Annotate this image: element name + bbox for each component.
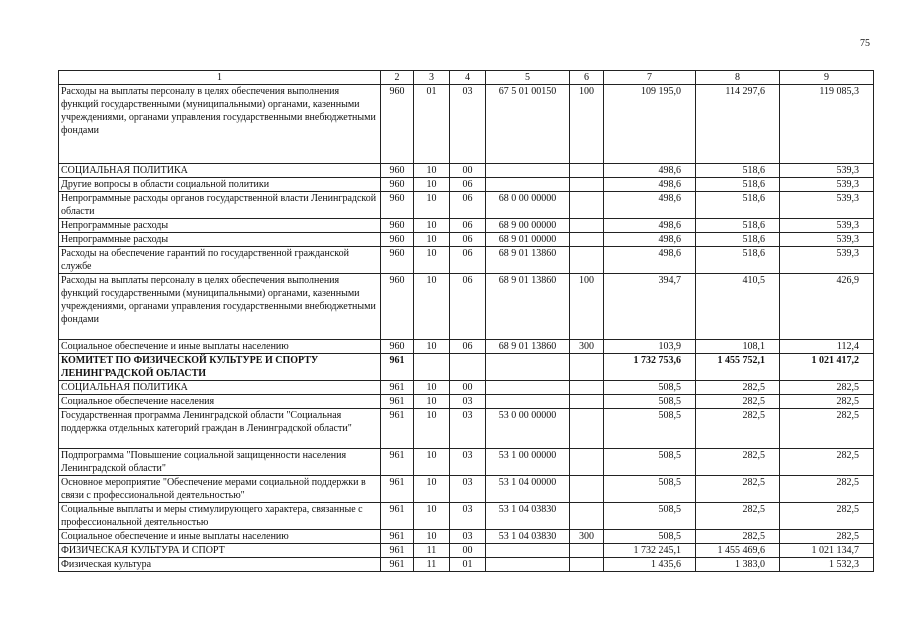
column-header: 4 — [450, 71, 486, 85]
code-cell: 961 — [381, 544, 414, 558]
code-cell: 960 — [381, 233, 414, 247]
expense-type-cell: 300 — [570, 340, 604, 354]
amount-cell: 539,3 — [780, 233, 874, 247]
subsection-cell: 01 — [450, 558, 486, 572]
table-row — [59, 274, 874, 340]
expense-type-cell — [570, 395, 604, 409]
amount-cell: 410,5 — [696, 274, 780, 340]
amount-cell: 508,5 — [604, 530, 696, 544]
table-row — [59, 354, 874, 381]
amount-cell: 508,5 — [604, 381, 696, 395]
amount-cell: 1 732 245,1 — [604, 544, 696, 558]
section-cell: 10 — [414, 476, 450, 503]
amount-cell: 539,3 — [780, 219, 874, 233]
section-cell: 10 — [414, 340, 450, 354]
section-cell: 10 — [414, 219, 450, 233]
section-cell: 10 — [414, 274, 450, 340]
section-cell: 10 — [414, 503, 450, 530]
subsection-cell: 03 — [450, 85, 486, 164]
subsection-cell — [450, 354, 486, 381]
code-cell: 961 — [381, 503, 414, 530]
target-item-cell: 68 9 01 13860 — [486, 274, 570, 340]
target-item-cell: 53 1 04 03830 — [486, 503, 570, 530]
row-name-cell: Расходы на обеспечение гарантий по государственной гражданской службе — [59, 247, 381, 274]
amount-cell: 498,6 — [604, 192, 696, 219]
table-row — [59, 381, 874, 395]
target-item-cell — [486, 164, 570, 178]
subsection-cell: 00 — [450, 544, 486, 558]
table-row — [59, 476, 874, 503]
expense-type-cell — [570, 192, 604, 219]
table-row — [59, 395, 874, 409]
column-header: 3 — [414, 71, 450, 85]
table-row — [59, 178, 874, 192]
amount-cell: 282,5 — [780, 530, 874, 544]
subsection-cell: 06 — [450, 178, 486, 192]
table-row — [59, 247, 874, 274]
subsection-cell: 06 — [450, 233, 486, 247]
row-name-cell: Непрограммные расходы — [59, 219, 381, 233]
amount-cell: 282,5 — [696, 381, 780, 395]
expense-type-cell: 300 — [570, 530, 604, 544]
target-item-cell: 53 1 00 00000 — [486, 449, 570, 476]
page-number: 75 — [860, 38, 870, 49]
code-cell: 961 — [381, 476, 414, 503]
row-name-cell: СОЦИАЛЬНАЯ ПОЛИТИКА — [59, 381, 381, 395]
code-cell: 961 — [381, 409, 414, 449]
section-cell: 10 — [414, 233, 450, 247]
row-name-cell: Расходы на выплаты персоналу в целях обеспечения выполнения функций государственными (муниципальными) органами, казенными учреждениями, органами управления государственными внебюджетными фондами — [59, 85, 381, 164]
column-number-row — [59, 71, 874, 85]
amount-cell: 394,7 — [604, 274, 696, 340]
amount-cell: 282,5 — [696, 503, 780, 530]
amount-cell: 498,6 — [604, 219, 696, 233]
amount-cell: 1 021 134,7 — [780, 544, 874, 558]
subsection-cell: 06 — [450, 192, 486, 219]
column-header: 7 — [604, 71, 696, 85]
code-cell: 961 — [381, 395, 414, 409]
amount-cell: 282,5 — [780, 395, 874, 409]
amount-cell: 1 732 753,6 — [604, 354, 696, 381]
column-header: 6 — [570, 71, 604, 85]
subsection-cell: 06 — [450, 247, 486, 274]
target-item-cell: 68 9 01 00000 — [486, 233, 570, 247]
code-cell: 960 — [381, 219, 414, 233]
amount-cell: 426,9 — [780, 274, 874, 340]
subsection-cell: 00 — [450, 381, 486, 395]
amount-cell: 508,5 — [604, 395, 696, 409]
row-name-cell: СОЦИАЛЬНАЯ ПОЛИТИКА — [59, 164, 381, 178]
amount-cell: 108,1 — [696, 340, 780, 354]
amount-cell: 1 383,0 — [696, 558, 780, 572]
amount-cell: 282,5 — [780, 381, 874, 395]
amount-cell: 109 195,0 — [604, 85, 696, 164]
section-cell: 10 — [414, 530, 450, 544]
amount-cell: 518,6 — [696, 219, 780, 233]
target-item-cell — [486, 544, 570, 558]
amount-cell: 498,6 — [604, 247, 696, 274]
subsection-cell: 03 — [450, 409, 486, 449]
table-row — [59, 219, 874, 233]
target-item-cell: 53 0 00 00000 — [486, 409, 570, 449]
subsection-cell: 00 — [450, 164, 486, 178]
table-row — [59, 85, 874, 164]
amount-cell: 282,5 — [696, 409, 780, 449]
section-cell: 10 — [414, 381, 450, 395]
section-cell: 11 — [414, 558, 450, 572]
amount-cell: 539,3 — [780, 164, 874, 178]
table-row — [59, 530, 874, 544]
subsection-cell: 03 — [450, 530, 486, 544]
row-name-cell: Государственная программа Ленинградской области "Социальная поддержка отдельных категорий граждан в Ленинградской области" — [59, 409, 381, 449]
amount-cell: 518,6 — [696, 233, 780, 247]
row-name-cell: Физическая культура — [59, 558, 381, 572]
expense-type-cell — [570, 409, 604, 449]
amount-cell: 282,5 — [696, 530, 780, 544]
amount-cell: 114 297,6 — [696, 85, 780, 164]
subsection-cell: 06 — [450, 274, 486, 340]
amount-cell: 1 455 752,1 — [696, 354, 780, 381]
amount-cell: 498,6 — [604, 178, 696, 192]
row-name-cell: ФИЗИЧЕСКАЯ КУЛЬТУРА И СПОРТ — [59, 544, 381, 558]
row-name-cell: Непрограммные расходы органов государственной власти Ленинградской области — [59, 192, 381, 219]
row-name-cell: Основное мероприятие "Обеспечение мерами социальной поддержки в связи с профессиональной деятельностью" — [59, 476, 381, 503]
amount-cell: 1 455 469,6 — [696, 544, 780, 558]
expense-type-cell — [570, 381, 604, 395]
subsection-cell: 06 — [450, 219, 486, 233]
row-name-cell: Социальное обеспечение населения — [59, 395, 381, 409]
row-name-cell: КОМИТЕТ ПО ФИЗИЧЕСКОЙ КУЛЬТУРЕ И СПОРТУ ЛЕНИНГРАДСКОЙ ОБЛАСТИ — [59, 354, 381, 381]
column-header: 9 — [780, 71, 874, 85]
subsection-cell: 03 — [450, 476, 486, 503]
expense-type-cell — [570, 558, 604, 572]
target-item-cell: 68 9 01 13860 — [486, 247, 570, 274]
row-name-cell: Социальное обеспечение и иные выплаты населению — [59, 340, 381, 354]
table-row — [59, 233, 874, 247]
expense-type-cell — [570, 178, 604, 192]
target-item-cell — [486, 558, 570, 572]
code-cell: 960 — [381, 85, 414, 164]
expense-type-cell — [570, 164, 604, 178]
section-cell: 11 — [414, 544, 450, 558]
subsection-cell: 03 — [450, 395, 486, 409]
target-item-cell — [486, 354, 570, 381]
target-item-cell — [486, 395, 570, 409]
amount-cell: 539,3 — [780, 178, 874, 192]
row-name-cell: Расходы на выплаты персоналу в целях обеспечения выполнения функций государственными (муниципальными) органами, казенными учреждениями, органами управления государственными внебюджетными фондами — [59, 274, 381, 340]
target-item-cell: 68 9 00 00000 — [486, 219, 570, 233]
table-row — [59, 192, 874, 219]
row-name-cell: Социальные выплаты и меры стимулирующего характера, связанные с профессиональной деятельностью — [59, 503, 381, 530]
amount-cell: 518,6 — [696, 247, 780, 274]
column-header: 5 — [486, 71, 570, 85]
expense-type-cell — [570, 354, 604, 381]
code-cell: 960 — [381, 192, 414, 219]
table-row — [59, 449, 874, 476]
target-item-cell — [486, 178, 570, 192]
expense-type-cell — [570, 503, 604, 530]
budget-table — [58, 70, 874, 572]
row-name-cell: Непрограммные расходы — [59, 233, 381, 247]
section-cell: 10 — [414, 192, 450, 219]
expense-type-cell — [570, 476, 604, 503]
target-item-cell: 53 1 04 00000 — [486, 476, 570, 503]
column-header: 8 — [696, 71, 780, 85]
code-cell: 961 — [381, 530, 414, 544]
code-cell: 960 — [381, 247, 414, 274]
expense-type-cell — [570, 247, 604, 274]
amount-cell: 498,6 — [604, 233, 696, 247]
amount-cell: 508,5 — [604, 409, 696, 449]
expense-type-cell: 100 — [570, 274, 604, 340]
expense-type-cell — [570, 544, 604, 558]
code-cell: 960 — [381, 274, 414, 340]
amount-cell: 1 021 417,2 — [780, 354, 874, 381]
code-cell: 960 — [381, 164, 414, 178]
subsection-cell: 03 — [450, 449, 486, 476]
amount-cell: 282,5 — [780, 409, 874, 449]
amount-cell: 518,6 — [696, 178, 780, 192]
amount-cell: 282,5 — [780, 503, 874, 530]
subsection-cell: 06 — [450, 340, 486, 354]
amount-cell: 518,6 — [696, 192, 780, 219]
code-cell: 961 — [381, 558, 414, 572]
section-cell: 10 — [414, 409, 450, 449]
amount-cell: 498,6 — [604, 164, 696, 178]
amount-cell: 508,5 — [604, 449, 696, 476]
table-row — [59, 164, 874, 178]
amount-cell: 119 085,3 — [780, 85, 874, 164]
section-cell: 10 — [414, 395, 450, 409]
section-cell: 01 — [414, 85, 450, 164]
table-row — [59, 544, 874, 558]
amount-cell: 1 435,6 — [604, 558, 696, 572]
expense-type-cell — [570, 233, 604, 247]
row-name-cell: Социальное обеспечение и иные выплаты населению — [59, 530, 381, 544]
table-row — [59, 503, 874, 530]
target-item-cell: 53 1 04 03830 — [486, 530, 570, 544]
row-name-cell: Другие вопросы в области социальной политики — [59, 178, 381, 192]
section-cell: 10 — [414, 449, 450, 476]
column-header: 2 — [381, 71, 414, 85]
amount-cell: 282,5 — [696, 449, 780, 476]
amount-cell: 103,9 — [604, 340, 696, 354]
expense-type-cell — [570, 219, 604, 233]
target-item-cell: 68 9 01 13860 — [486, 340, 570, 354]
column-header: 1 — [59, 71, 381, 85]
expense-type-cell: 100 — [570, 85, 604, 164]
row-name-cell: Подпрограмма "Повышение социальной защищенности населения Ленинградской области" — [59, 449, 381, 476]
target-item-cell: 68 0 00 00000 — [486, 192, 570, 219]
amount-cell: 282,5 — [780, 476, 874, 503]
section-cell: 10 — [414, 178, 450, 192]
section-cell — [414, 354, 450, 381]
amount-cell: 539,3 — [780, 247, 874, 274]
section-cell: 10 — [414, 164, 450, 178]
code-cell: 961 — [381, 381, 414, 395]
amount-cell: 112,4 — [780, 340, 874, 354]
amount-cell: 518,6 — [696, 164, 780, 178]
section-cell: 10 — [414, 247, 450, 274]
code-cell: 961 — [381, 354, 414, 381]
code-cell: 960 — [381, 178, 414, 192]
target-item-cell: 67 5 01 00150 — [486, 85, 570, 164]
table-row — [59, 558, 874, 572]
expense-type-cell — [570, 449, 604, 476]
amount-cell: 539,3 — [780, 192, 874, 219]
amount-cell: 282,5 — [780, 449, 874, 476]
amount-cell: 1 532,3 — [780, 558, 874, 572]
amount-cell: 282,5 — [696, 395, 780, 409]
subsection-cell: 03 — [450, 503, 486, 530]
table-body — [59, 71, 874, 572]
code-cell: 961 — [381, 449, 414, 476]
amount-cell: 508,5 — [604, 476, 696, 503]
table-row — [59, 409, 874, 449]
amount-cell: 508,5 — [604, 503, 696, 530]
code-cell: 960 — [381, 340, 414, 354]
target-item-cell — [486, 381, 570, 395]
table-row — [59, 340, 874, 354]
amount-cell: 282,5 — [696, 476, 780, 503]
